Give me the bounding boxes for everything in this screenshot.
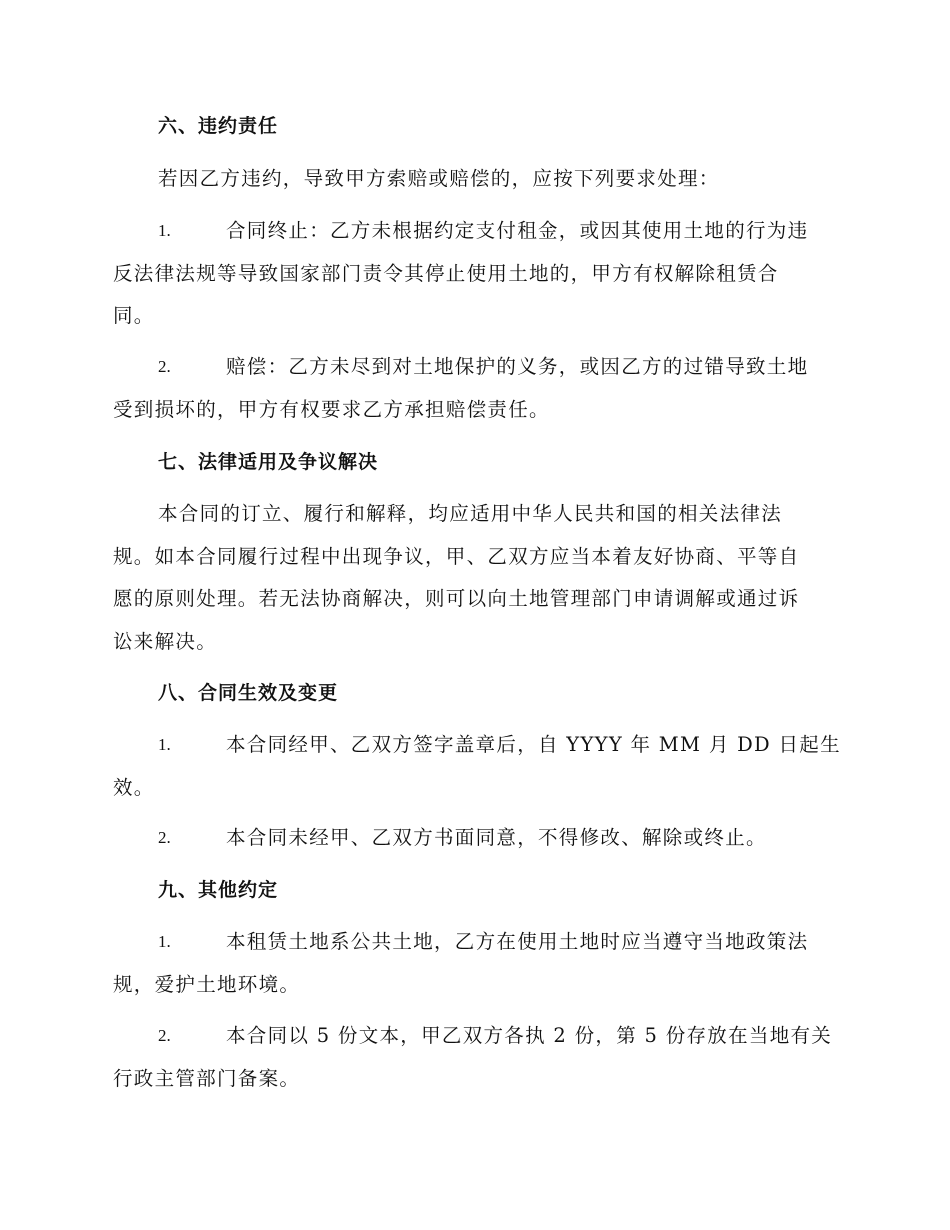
section-7-heading: 七、法律适用及争议解决 <box>158 451 379 473</box>
section-9-heading: 九、其他约定 <box>158 879 279 901</box>
section-8-item-2-number: 2. <box>158 828 171 847</box>
section-8-heading: 八、合同生效及变更 <box>158 682 339 704</box>
section-6-item-2-line-2: 受到损坏的，甲方有权要求乙方承担赔偿责任。 <box>113 398 550 421</box>
section-7-line-1: 本合同的订立、履行和解释，均应适用中华人民共和国的相关法律法 <box>158 502 783 525</box>
section-8-item-1-line-1: 本合同经甲、乙双方签字盖章后，自 YYYY 年 MM 月 DD 日起生 <box>226 733 841 756</box>
section-8-item-2-line-1: 本合同未经甲、乙双方书面同意，不得修改、解除或终止。 <box>226 826 767 849</box>
section-6-item-1-line-3: 同。 <box>113 304 155 327</box>
section-9-item-1-line-1: 本租赁土地系公共土地，乙方在使用土地时应当遵守当地政策法 <box>226 930 809 953</box>
section-9-item-1-line-2: 规，爱护土地环境。 <box>113 973 301 996</box>
section-6-item-1-number: 1. <box>158 221 171 240</box>
section-8-item-1-line-2: 效。 <box>113 776 155 799</box>
section-6-heading: 六、违约责任 <box>158 115 279 137</box>
section-9-item-1-number: 1. <box>158 932 171 951</box>
section-9-item-2-line-1: 本合同以 5 份文本，甲乙双方各执 2 份，第 5 份存放在当地有关 <box>226 1024 833 1047</box>
section-9-item-2-line-2: 行政主管部门备案。 <box>113 1067 301 1090</box>
section-8-item-1-number: 1. <box>158 735 171 754</box>
section-7-line-3: 愿的原则处理。若无法协商解决，则可以向土地管理部门申请调解或通过诉 <box>113 587 800 610</box>
section-6-item-2-line-1: 赔偿：乙方未尽到对土地保护的义务，或因乙方的过错导致土地 <box>226 355 809 378</box>
section-6-item-2-number: 2. <box>158 357 171 376</box>
section-9-item-2-number: 2. <box>158 1026 171 1045</box>
section-7-line-2: 规。如本合同履行过程中出现争议，甲、乙双方应当本着友好协商、平等自 <box>113 545 800 568</box>
section-6-item-1-line-1: 合同终止：乙方未根据约定支付租金，或因其使用土地的行为违 <box>226 219 809 242</box>
section-6-intro: 若因乙方违约，导致甲方索赔或赔偿的，应按下列要求处理： <box>158 167 720 190</box>
section-6-item-1-line-2: 反法律法规等导致国家部门责令其停止使用土地的，甲方有权解除租赁合 <box>113 262 779 285</box>
section-7-line-4: 讼来解决。 <box>113 630 218 653</box>
